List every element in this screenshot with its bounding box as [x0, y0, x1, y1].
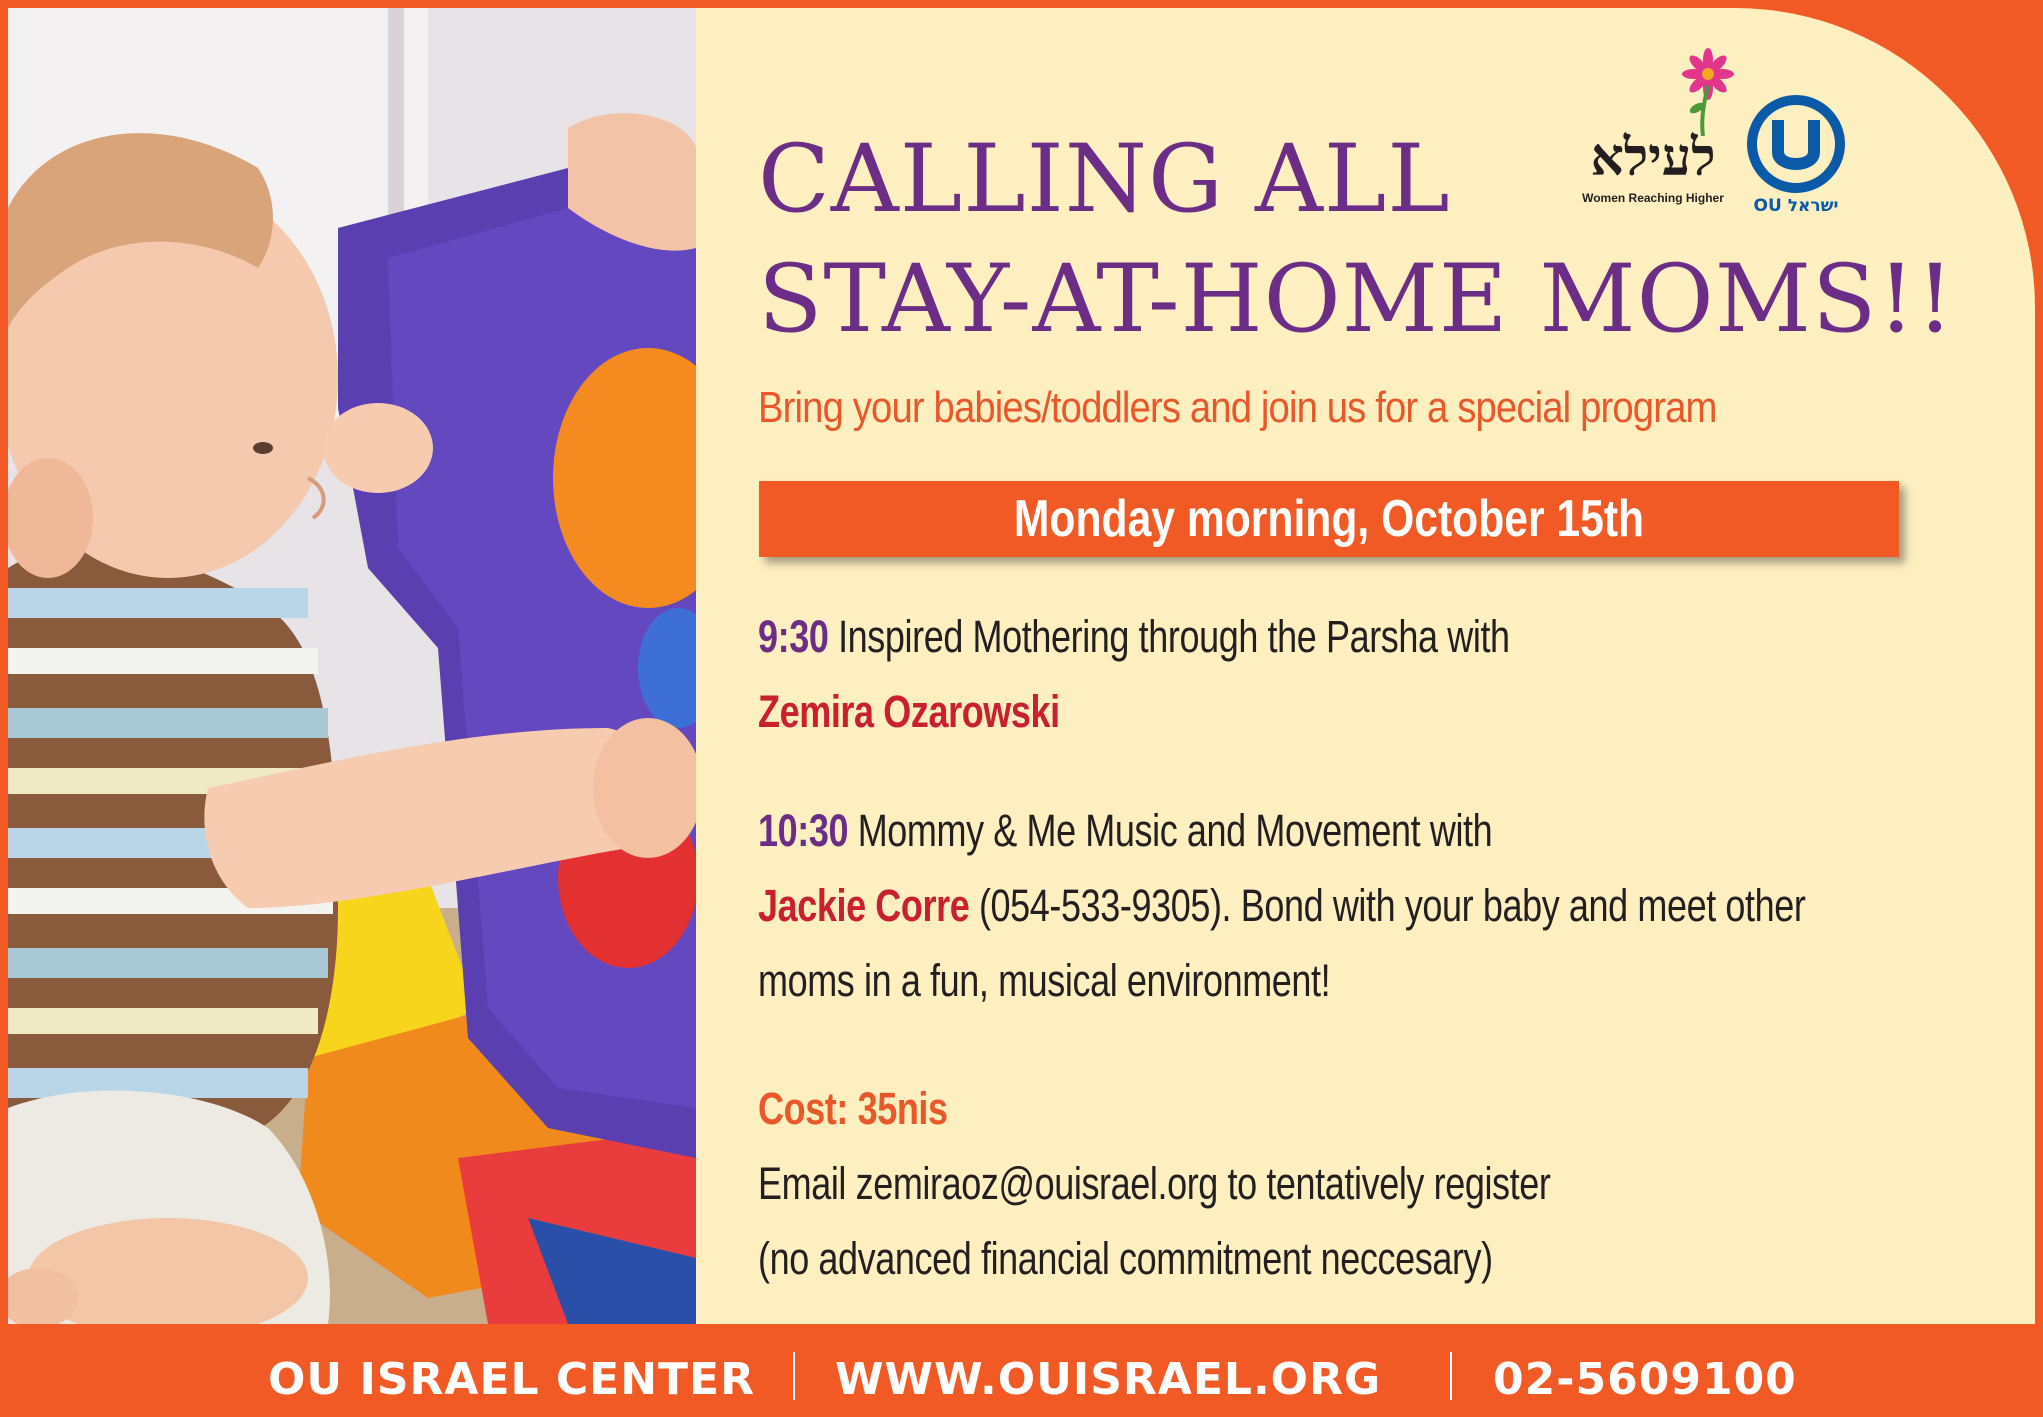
session-2-details-line: moms in a fun, musical environment!: [758, 955, 1331, 1006]
registration-line-1: Email zemiraoz@ouisrael.org to tentatively register: [758, 1158, 1551, 1209]
date-banner: [759, 481, 1899, 557]
session-2-line: [758, 805, 1492, 857]
session-2-presenter: Jackie Corre: [758, 880, 970, 931]
footer-website-link[interactable]: WWW.OUISRAEL.ORG: [835, 1354, 1382, 1405]
laila-tagline: Women Reaching Higher: [1582, 191, 1724, 205]
footer-divider-1: [793, 1352, 795, 1400]
subheadline: Bring your babies/toddlers and join us for a special program: [758, 383, 1717, 432]
baby-photo: [8, 8, 696, 1324]
ou-logo-label: OU ישראל: [1753, 196, 1839, 216]
sponsor-logos: [1578, 46, 1878, 221]
session-2-details-1: (054-533-9305). Bond with your baby and meet other: [978, 880, 1806, 931]
session-2-presenter-line: [758, 880, 1806, 932]
registration-line-2: (no advanced financial commitment neccesary): [758, 1233, 1493, 1284]
session-1-line: [758, 611, 1510, 663]
session-1-title: Inspired Mothering through the Parsha with: [838, 611, 1510, 662]
ou-logo-icon: [1746, 94, 1846, 194]
session-1-presenter: Zemira Ozarowski: [758, 686, 1060, 737]
headline-line-2: STAY-AT-HOME MOMS!!: [758, 245, 1955, 354]
headline-line-1: CALLING ALL: [758, 125, 1451, 234]
cost-line: [758, 1083, 948, 1135]
footer-divider-2: [1450, 1352, 1452, 1400]
flower-icon: [1673, 46, 1743, 136]
footer-bar: [0, 1324, 2043, 1417]
laila-logo-text: לעילא: [1590, 127, 1716, 188]
session-1-time: 9:30: [758, 611, 829, 662]
footer-org: OU ISRAEL CENTER: [268, 1354, 755, 1405]
session-1-presenter-line: [758, 686, 1060, 738]
session-2-title: Mommy & Me Music and Movement with: [857, 805, 1493, 856]
session-2-time: 10:30: [758, 805, 849, 856]
cost-text: Cost: 35nis: [758, 1083, 948, 1134]
date-banner-text: Monday morning, October 15th: [1013, 490, 1645, 548]
footer-phone: 02-5609100: [1493, 1354, 1797, 1405]
content-panel: [8, 8, 2035, 1324]
